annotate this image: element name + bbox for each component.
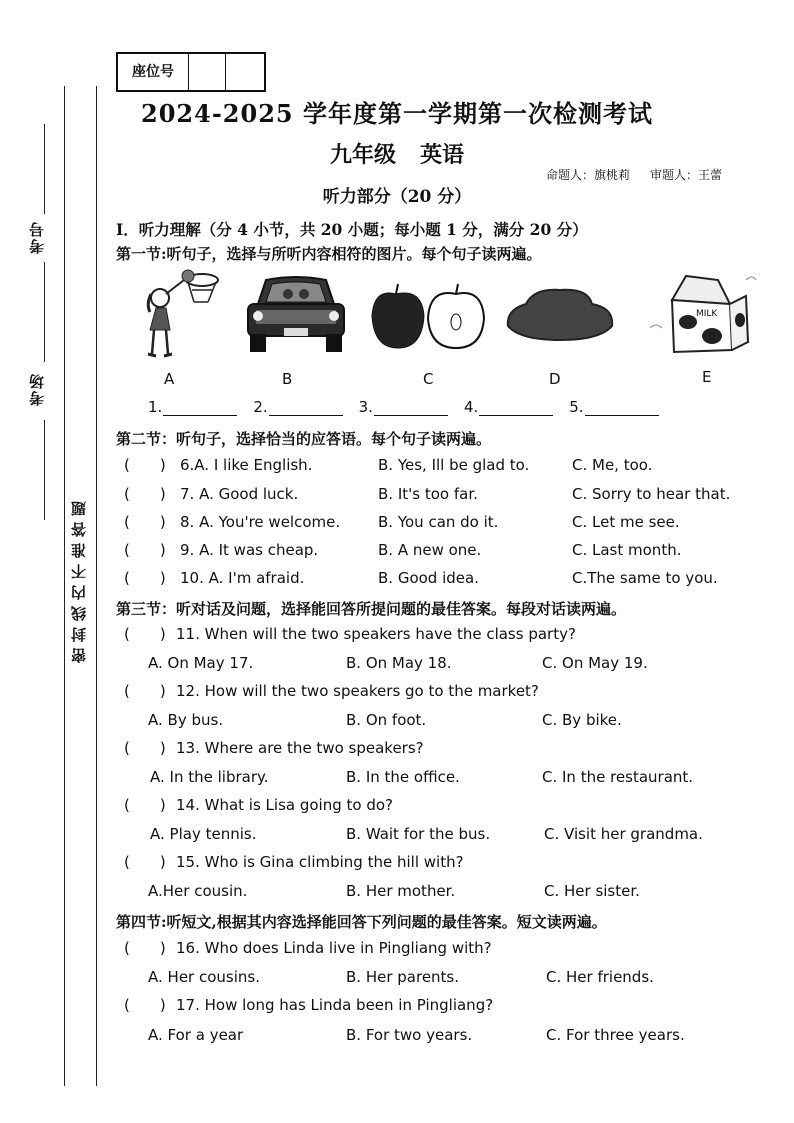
answer-paren[interactable]: ( ) xyxy=(124,541,166,559)
question-text: 17. How long has Linda been in Pingliang? xyxy=(176,996,494,1014)
exam-no-label: 考号 xyxy=(28,220,46,254)
answer-paren[interactable]: ( ) xyxy=(124,625,166,643)
option-b: B. You can do it. xyxy=(378,513,499,531)
option-b: B. On foot. xyxy=(346,711,427,729)
seat-number-cell[interactable] xyxy=(189,54,226,90)
binding-line-outer xyxy=(64,86,65,1086)
svg-text:MILK: MILK xyxy=(696,309,718,319)
option-b: B. In the office. xyxy=(346,768,460,786)
answer-paren[interactable]: ( ) xyxy=(124,853,166,871)
exam-subtitle xyxy=(0,138,794,169)
listening-section-heading: 听力部分（20 分） xyxy=(322,187,472,207)
seal-warning: 密封线内不准答题 xyxy=(70,495,88,663)
question-text: 10. A. I'm afraid. xyxy=(180,569,305,587)
answer-blank[interactable]: 4. xyxy=(464,398,553,416)
option-c: C. Me, too. xyxy=(572,456,653,474)
part1-heading: I．听力理解（分 4 小节，共 20 小题；每小题 1 分，满分 20 分） xyxy=(116,220,588,239)
question-text: 6.A. I like English. xyxy=(180,456,313,474)
question-text: 7. A. Good luck. xyxy=(180,485,299,503)
option-c: C. By bike. xyxy=(542,711,622,729)
answer-blank[interactable]: 5. xyxy=(569,398,658,416)
option-c: C. Her friends. xyxy=(546,968,654,986)
option-b: B. On May 18. xyxy=(346,654,452,672)
answer-blank[interactable]: 2. xyxy=(253,398,342,416)
option-b: B. For two years. xyxy=(346,1026,473,1044)
setter-label: 命题人：旗桃莉 xyxy=(546,168,631,182)
option-a: A. On May 17. xyxy=(148,654,254,672)
name-line xyxy=(44,420,45,520)
option-b: B. Good idea. xyxy=(378,569,479,587)
section2-instructions: 第二节：听句子，选择恰当的应答语。每个句子读两遍。 xyxy=(116,430,492,448)
answer-paren[interactable]: ( ) xyxy=(124,996,166,1014)
binding-line-inner xyxy=(96,86,97,1086)
option-a: A. In the library. xyxy=(150,768,269,786)
option-b: B. Yes, Ill be glad to. xyxy=(378,456,530,474)
seat-number-box xyxy=(116,52,266,92)
question-text: 9. A. It was cheap. xyxy=(180,541,319,559)
answer-paren[interactable]: ( ) xyxy=(124,739,166,757)
answer-paren[interactable]: ( ) xyxy=(124,485,166,503)
option-a: A. By bus. xyxy=(148,711,224,729)
answer-paren[interactable]: ( ) xyxy=(124,456,166,474)
section3-instructions: 第三节：听对话及问题，选择能回答所提问题的最佳答案。每段对话读两遍。 xyxy=(116,600,627,618)
pic-c-label: C xyxy=(423,370,434,388)
car-icon xyxy=(244,274,348,356)
question-text: 16. Who does Linda live in Pingliang with? xyxy=(176,939,492,957)
authors xyxy=(546,166,742,183)
question-text: 15. Who is Gina climbing the hill with? xyxy=(176,853,464,871)
option-a: A.Her cousin. xyxy=(148,882,248,900)
option-c: C. On May 19. xyxy=(542,654,648,672)
answer-blank[interactable]: 1. xyxy=(148,398,237,416)
exam-room-label: 考场 xyxy=(28,372,46,406)
question-text: 13. Where are the two speakers? xyxy=(176,739,424,757)
option-b: B. It's too far. xyxy=(378,485,478,503)
answer-paren[interactable]: ( ) xyxy=(124,939,166,957)
option-c: C. Her sister. xyxy=(544,882,640,900)
section4-instructions: 第四节:听短文,根据其内容选择能回答下列问题的最佳答案。短文读两遍。 xyxy=(116,913,607,931)
option-c: C. For three years. xyxy=(546,1026,685,1044)
milk-carton-icon xyxy=(646,270,758,362)
option-a: A. For a year xyxy=(148,1026,244,1044)
pic-a-label: A xyxy=(164,370,175,388)
question-text: 12. How will the two speakers go to the market? xyxy=(176,682,539,700)
question-text: 8. A. You're welcome. xyxy=(180,513,341,531)
pic-d-label: D xyxy=(549,370,561,388)
hat-icon xyxy=(504,286,616,346)
option-b: B. Her mother. xyxy=(346,882,456,900)
option-c: C. Last month. xyxy=(572,541,682,559)
pic-e-label: E xyxy=(702,368,712,386)
picture-answer-blanks xyxy=(148,398,659,416)
option-c: C. Let me see. xyxy=(572,513,680,531)
option-a: A. Her cousins. xyxy=(148,968,260,986)
question-text: 11. When will the two speakers have the class party? xyxy=(176,625,576,643)
option-b: B. Her parents. xyxy=(346,968,460,986)
reviewer-label: 审题人：王蕾 xyxy=(650,168,723,182)
answer-paren[interactable]: ( ) xyxy=(124,796,166,814)
answer-paren[interactable]: ( ) xyxy=(124,682,166,700)
pic-b-label: B xyxy=(282,370,293,388)
option-b: B. Wait for the bus. xyxy=(346,825,491,843)
question-text: 14. What is Lisa going to do? xyxy=(176,796,394,814)
seat-number-cell[interactable] xyxy=(226,54,262,90)
option-b: B. A new one. xyxy=(378,541,482,559)
seat-number-label: 座位号 xyxy=(118,54,189,90)
option-c: C. Visit her grandma. xyxy=(544,825,703,843)
option-c: C. Sorry to hear that. xyxy=(572,485,731,503)
girl-basketball-icon xyxy=(136,268,226,364)
exam-room-line xyxy=(44,262,45,362)
option-c: C. In the restaurant. xyxy=(542,768,694,786)
grade-label: 九年级 xyxy=(329,142,396,168)
section1-instructions: 第一节:听句子，选择与所听内容相符的图片。每个句子读两遍。 xyxy=(116,245,542,263)
option-a: A. Play tennis. xyxy=(150,825,257,843)
answer-paren[interactable]: ( ) xyxy=(124,569,166,587)
exam-title: 2024-2025 学年度第一学期第一次检测考试 xyxy=(141,99,653,128)
answer-paren[interactable]: ( ) xyxy=(124,513,166,531)
option-c: C.The same to you. xyxy=(572,569,718,587)
answer-blank[interactable]: 3. xyxy=(359,398,448,416)
subject-label: 英语 xyxy=(420,142,465,168)
apples-icon xyxy=(368,282,488,352)
